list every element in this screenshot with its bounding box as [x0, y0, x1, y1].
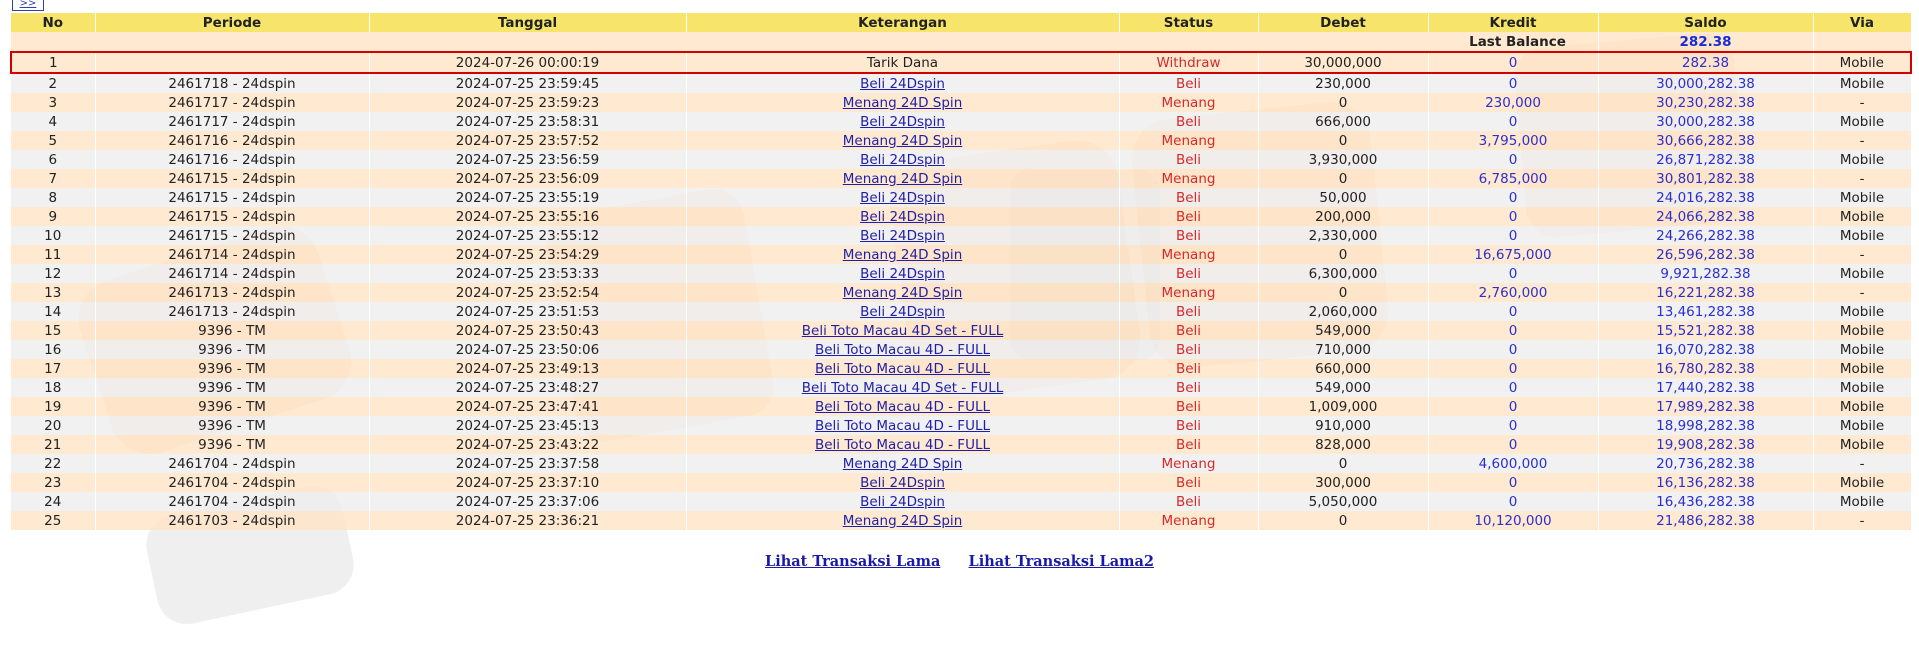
cell-kredit: 0: [1428, 378, 1598, 397]
cell-status: Beli: [1119, 435, 1258, 454]
cell-status: Beli: [1119, 492, 1258, 511]
cell-keterangan: [686, 511, 1119, 530]
cell-saldo: 18,998,282.38: [1598, 416, 1813, 435]
transaction-detail-link[interactable]: Beli 24Dspin: [860, 208, 945, 225]
cell-debet: 230,000: [1258, 73, 1428, 93]
cell-kredit: 230,000: [1428, 93, 1598, 112]
cell-periode: 2461704 - 24dspin: [95, 454, 369, 473]
cell-status: Beli: [1119, 302, 1258, 321]
cell-saldo: 16,136,282.38: [1598, 473, 1813, 492]
last-balance-row: [11, 32, 1911, 52]
cell-tanggal: 2024-07-25 23:55:12: [369, 226, 686, 245]
table-row: [11, 473, 1911, 492]
cell-kredit: 3,795,000: [1428, 131, 1598, 150]
cell-no: 19: [11, 397, 95, 416]
cell-no: 25: [11, 511, 95, 530]
cell-periode: 2461715 - 24dspin: [95, 169, 369, 188]
cell-tanggal: 2024-07-25 23:58:31: [369, 112, 686, 131]
footer-links: [0, 553, 1919, 570]
cell-status: Beli: [1119, 416, 1258, 435]
transaction-detail-link[interactable]: Beli Toto Macau 4D - FULL: [814, 417, 990, 434]
cell-debet: 1,009,000: [1258, 397, 1428, 416]
cell-no: 14: [11, 302, 95, 321]
cell-no: 4: [11, 112, 95, 131]
cell-debet: 200,000: [1258, 207, 1428, 226]
cell-via: Mobile: [1813, 492, 1911, 511]
cell-periode: 9396 - TM: [95, 416, 369, 435]
cell-debet: 0: [1258, 245, 1428, 264]
cell-no: 11: [11, 245, 95, 264]
cell-tanggal: 2024-07-25 23:48:27: [369, 378, 686, 397]
cell-saldo: 30,000,282.38: [1598, 112, 1813, 131]
transaction-detail-link[interactable]: Beli 24Dspin: [860, 75, 945, 92]
cell-tanggal: 2024-07-25 23:37:06: [369, 492, 686, 511]
cell-tanggal: 2024-07-25 23:37:10: [369, 473, 686, 492]
cell-via: Mobile: [1813, 359, 1911, 378]
transaction-detail-link[interactable]: Beli 24Dspin: [860, 303, 945, 320]
cell-status: Beli: [1119, 264, 1258, 283]
cell-kredit: 6,785,000: [1428, 169, 1598, 188]
cell-debet: 0: [1258, 93, 1428, 112]
cell-no: 23: [11, 473, 95, 492]
cell-via: Mobile: [1813, 321, 1911, 340]
cell-tanggal: 2024-07-25 23:55:19: [369, 188, 686, 207]
cell-tanggal: 2024-07-25 23:36:21: [369, 511, 686, 530]
cell-status: Beli: [1119, 397, 1258, 416]
cell-saldo: 17,989,282.38: [1598, 397, 1813, 416]
transaction-detail-link[interactable]: Beli Toto Macau 4D - FULL: [814, 436, 990, 453]
cell-status: Menang: [1119, 93, 1258, 112]
col-header-tanggal: Tanggal: [369, 13, 686, 32]
col-header-periode: Periode: [95, 13, 369, 32]
cell-no: 2: [11, 73, 95, 93]
cell-keterangan: [686, 283, 1119, 302]
cell-kredit: 0: [1428, 264, 1598, 283]
cell-keterangan: [686, 340, 1119, 359]
cell-saldo: 24,266,282.38: [1598, 226, 1813, 245]
cell-via: Mobile: [1813, 435, 1911, 454]
cell-saldo: 16,070,282.38: [1598, 340, 1813, 359]
table-row: [11, 169, 1911, 188]
last-balance-label: Last Balance: [1469, 33, 1566, 50]
cell-no: 10: [11, 226, 95, 245]
cell-status: Menang: [1119, 131, 1258, 150]
cell-no: 1: [11, 52, 95, 73]
cell-keterangan: [686, 492, 1119, 511]
cell-tanggal: 2024-07-25 23:53:33: [369, 264, 686, 283]
cell-keterangan: [686, 321, 1119, 340]
col-header-status: Status: [1119, 13, 1258, 32]
cell-via: Mobile: [1813, 226, 1911, 245]
cell-keterangan: [686, 150, 1119, 169]
cell-tanggal: 2024-07-25 23:57:52: [369, 131, 686, 150]
table-row: [11, 283, 1911, 302]
cell-tanggal: 2024-07-25 23:59:45: [369, 73, 686, 93]
cell-periode: 2461715 - 24dspin: [95, 226, 369, 245]
table-row: [11, 245, 1911, 264]
cell-debet: 0: [1258, 511, 1428, 530]
cell-tanggal: 2024-07-25 23:50:06: [369, 340, 686, 359]
transaction-detail-link[interactable]: Menang 24D Spin: [842, 246, 963, 263]
table-row: [11, 131, 1911, 150]
cell-status: Beli: [1119, 207, 1258, 226]
cell-status: Menang: [1119, 454, 1258, 473]
cell-tanggal: 2024-07-25 23:59:23: [369, 93, 686, 112]
cell-no: 21: [11, 435, 95, 454]
cell-tanggal: 2024-07-25 23:43:22: [369, 435, 686, 454]
cell-keterangan: [686, 93, 1119, 112]
cell-kredit: 4,600,000: [1428, 454, 1598, 473]
cell-saldo: 24,016,282.38: [1598, 188, 1813, 207]
cell-via: -: [1813, 131, 1911, 150]
cell-periode: 2461717 - 24dspin: [95, 112, 369, 131]
cell-periode: 2461704 - 24dspin: [95, 492, 369, 511]
table-row: [11, 454, 1911, 473]
cell-debet: 828,000: [1258, 435, 1428, 454]
cell-kredit: 0: [1428, 359, 1598, 378]
cell-periode: 9396 - TM: [95, 340, 369, 359]
cell-via: Mobile: [1813, 150, 1911, 169]
transaction-detail-link[interactable]: Beli 24Dspin: [860, 493, 945, 510]
cell-debet: 910,000: [1258, 416, 1428, 435]
cell-keterangan: [686, 226, 1119, 245]
transaction-detail-link[interactable]: Beli 24Dspin: [860, 474, 945, 491]
table-row: [11, 492, 1911, 511]
cell-via: Mobile: [1813, 416, 1911, 435]
view-old-transactions2-link[interactable]: Lihat Transaksi Lama2: [968, 553, 1154, 570]
transaction-detail-link[interactable]: Menang 24D Spin: [842, 94, 963, 111]
cell-no: 3: [11, 93, 95, 112]
cell-keterangan: [686, 378, 1119, 397]
transaction-detail-link[interactable]: Beli 24Dspin: [860, 265, 945, 282]
col-header-kredit: Kredit: [1428, 13, 1598, 32]
cell-tanggal: 2024-07-26 00:00:19: [369, 52, 686, 73]
cell-debet: 660,000: [1258, 359, 1428, 378]
table-row: [11, 112, 1911, 131]
transaction-detail-link[interactable]: Menang 24D Spin: [842, 132, 963, 149]
cell-saldo: 17,440,282.38: [1598, 378, 1813, 397]
next-page-link[interactable]: >>: [12, 0, 44, 11]
cell-debet: 2,060,000: [1258, 302, 1428, 321]
transaction-table: [10, 13, 1912, 530]
table-header-row: [11, 13, 1911, 32]
cell-kredit: 0: [1428, 188, 1598, 207]
table-row: [11, 378, 1911, 397]
cell-kredit: 0: [1428, 52, 1598, 73]
cell-debet: 50,000: [1258, 188, 1428, 207]
table-row: [11, 321, 1911, 340]
cell-no: 22: [11, 454, 95, 473]
cell-kredit: 0: [1428, 112, 1598, 131]
cell-no: 8: [11, 188, 95, 207]
cell-status: Menang: [1119, 283, 1258, 302]
table-row: [11, 226, 1911, 245]
cell-saldo: 30,801,282.38: [1598, 169, 1813, 188]
cell-periode: 2461713 - 24dspin: [95, 302, 369, 321]
cell-periode: 2461715 - 24dspin: [95, 207, 369, 226]
cell-kredit: 0: [1428, 207, 1598, 226]
cell-kredit: 2,760,000: [1428, 283, 1598, 302]
cell-via: -: [1813, 245, 1911, 264]
transaction-detail-link[interactable]: Beli 24Dspin: [860, 151, 945, 168]
cell-tanggal: 2024-07-25 23:50:43: [369, 321, 686, 340]
cell-keterangan: [686, 131, 1119, 150]
cell-kredit: 0: [1428, 226, 1598, 245]
cell-no: 16: [11, 340, 95, 359]
cell-tanggal: 2024-07-25 23:37:58: [369, 454, 686, 473]
cell-keterangan: [686, 454, 1119, 473]
cell-keterangan: [686, 435, 1119, 454]
cell-keterangan: [686, 264, 1119, 283]
cell-keterangan: [686, 397, 1119, 416]
cell-saldo: 16,780,282.38: [1598, 359, 1813, 378]
cell-status: Menang: [1119, 169, 1258, 188]
cell-via: Mobile: [1813, 264, 1911, 283]
transaction-detail-link[interactable]: Beli Toto Macau 4D Set - FULL: [801, 322, 1004, 339]
table-row: [11, 302, 1911, 321]
cell-debet: 0: [1258, 169, 1428, 188]
cell-no: 6: [11, 150, 95, 169]
cell-via: -: [1813, 93, 1911, 112]
cell-via: -: [1813, 454, 1911, 473]
cell-debet: 666,000: [1258, 112, 1428, 131]
table-row: [11, 188, 1911, 207]
cell-debet: 710,000: [1258, 340, 1428, 359]
cell-periode: 2461718 - 24dspin: [95, 73, 369, 93]
col-header-via: Via: [1813, 13, 1911, 32]
cell-via: -: [1813, 511, 1911, 530]
cell-status: Beli: [1119, 226, 1258, 245]
cell-via: Mobile: [1813, 397, 1911, 416]
transaction-detail-link[interactable]: Menang 24D Spin: [842, 512, 963, 529]
table-row: [11, 264, 1911, 283]
transaction-detail-link[interactable]: Beli Toto Macau 4D Set - FULL: [801, 379, 1004, 396]
cell-periode: 9396 - TM: [95, 378, 369, 397]
cell-kredit: 0: [1428, 321, 1598, 340]
cell-saldo: 26,871,282.38: [1598, 150, 1813, 169]
cell-keterangan: [686, 169, 1119, 188]
cell-kredit: 10,120,000: [1428, 511, 1598, 530]
cell-saldo: 282.38: [1598, 52, 1813, 73]
cell-keterangan: [686, 245, 1119, 264]
cell-via: Mobile: [1813, 73, 1911, 93]
cell-saldo: 26,596,282.38: [1598, 245, 1813, 264]
cell-debet: 6,300,000: [1258, 264, 1428, 283]
table-row: [11, 73, 1911, 93]
cell-tanggal: 2024-07-25 23:56:09: [369, 169, 686, 188]
cell-kredit: 0: [1428, 492, 1598, 511]
table-row: [11, 359, 1911, 378]
cell-kredit: 0: [1428, 473, 1598, 492]
cell-periode: 2461716 - 24dspin: [95, 150, 369, 169]
cell-periode: 2461714 - 24dspin: [95, 264, 369, 283]
table-row: [11, 416, 1911, 435]
cell-periode: 2461717 - 24dspin: [95, 93, 369, 112]
table-row: [11, 150, 1911, 169]
table-row: [11, 207, 1911, 226]
col-header-debet: Debet: [1258, 13, 1428, 32]
cell-status: Menang: [1119, 245, 1258, 264]
cell-via: Mobile: [1813, 112, 1911, 131]
cell-kredit: 0: [1428, 397, 1598, 416]
cell-keterangan: [686, 112, 1119, 131]
cell-via: Mobile: [1813, 302, 1911, 321]
cell-kredit: 16,675,000: [1428, 245, 1598, 264]
transaction-detail-link[interactable]: Beli 24Dspin: [860, 189, 945, 206]
cell-keterangan: [686, 73, 1119, 93]
cell-status: Menang: [1119, 511, 1258, 530]
cell-via: Mobile: [1813, 52, 1911, 73]
transaction-detail-link[interactable]: Beli 24Dspin: [860, 113, 945, 130]
cell-kredit: 0: [1428, 435, 1598, 454]
cell-via: Mobile: [1813, 188, 1911, 207]
cell-periode: 2461704 - 24dspin: [95, 473, 369, 492]
cell-periode: 2461713 - 24dspin: [95, 283, 369, 302]
cell-saldo: 30,666,282.38: [1598, 131, 1813, 150]
table-row: [11, 511, 1911, 530]
cell-debet: 0: [1258, 283, 1428, 302]
cell-via: Mobile: [1813, 340, 1911, 359]
cell-debet: 300,000: [1258, 473, 1428, 492]
col-header-no: No: [11, 13, 95, 32]
cell-kredit: 0: [1428, 416, 1598, 435]
cell-no: 20: [11, 416, 95, 435]
cell-no: 24: [11, 492, 95, 511]
cell-status: Beli: [1119, 378, 1258, 397]
transaction-detail-link[interactable]: Beli Toto Macau 4D - FULL: [814, 360, 990, 377]
cell-debet: 2,330,000: [1258, 226, 1428, 245]
table-row-highlighted: [11, 52, 1911, 73]
transaction-detail-link[interactable]: Menang 24D Spin: [842, 455, 963, 472]
cell-saldo: 20,736,282.38: [1598, 454, 1813, 473]
cell-status: Withdraw: [1119, 52, 1258, 73]
cell-debet: 0: [1258, 131, 1428, 150]
cell-tanggal: 2024-07-25 23:54:29: [369, 245, 686, 264]
transaction-detail-link[interactable]: Beli Toto Macau 4D - FULL: [814, 341, 990, 358]
cell-no: 15: [11, 321, 95, 340]
cell-saldo: 30,000,282.38: [1598, 73, 1813, 93]
cell-saldo: 15,521,282.38: [1598, 321, 1813, 340]
table-row: [11, 397, 1911, 416]
transaction-detail-link[interactable]: Beli 24Dspin: [860, 227, 945, 244]
cell-status: Beli: [1119, 340, 1258, 359]
cell-debet: 0: [1258, 454, 1428, 473]
cell-no: 13: [11, 283, 95, 302]
cell-periode: 2461703 - 24dspin: [95, 511, 369, 530]
cell-status: Beli: [1119, 359, 1258, 378]
cell-kredit: 0: [1428, 340, 1598, 359]
cell-periode: 9396 - TM: [95, 435, 369, 454]
cell-status: Beli: [1119, 321, 1258, 340]
cell-debet: 5,050,000: [1258, 492, 1428, 511]
cell-saldo: 13,461,282.38: [1598, 302, 1813, 321]
transaction-detail-link[interactable]: Menang 24D Spin: [842, 284, 963, 301]
cell-status: Beli: [1119, 188, 1258, 207]
col-header-keterangan: Keterangan: [686, 13, 1119, 32]
cell-periode: 9396 - TM: [95, 359, 369, 378]
cell-saldo: 21,486,282.38: [1598, 511, 1813, 530]
cell-status: Beli: [1119, 112, 1258, 131]
cell-keterangan: Tarik Dana: [686, 52, 1119, 73]
cell-keterangan: [686, 188, 1119, 207]
cell-saldo: 19,908,282.38: [1598, 435, 1813, 454]
view-old-transactions-link[interactable]: Lihat Transaksi Lama: [765, 553, 941, 570]
cell-via: Mobile: [1813, 473, 1911, 492]
cell-saldo: 24,066,282.38: [1598, 207, 1813, 226]
cell-saldo: 16,436,282.38: [1598, 492, 1813, 511]
table-row: [11, 93, 1911, 112]
cell-kredit: 0: [1428, 73, 1598, 93]
cell-no: 12: [11, 264, 95, 283]
cell-periode: 9396 - TM: [95, 321, 369, 340]
cell-debet: 3,930,000: [1258, 150, 1428, 169]
cell-periode: [95, 52, 369, 73]
cell-tanggal: 2024-07-25 23:52:54: [369, 283, 686, 302]
cell-tanggal: 2024-07-25 23:49:13: [369, 359, 686, 378]
cell-periode: 2461715 - 24dspin: [95, 188, 369, 207]
cell-tanggal: 2024-07-25 23:56:59: [369, 150, 686, 169]
cell-status: Beli: [1119, 150, 1258, 169]
cell-periode: 9396 - TM: [95, 397, 369, 416]
cell-via: -: [1813, 283, 1911, 302]
transaction-detail-link[interactable]: Beli Toto Macau 4D - FULL: [814, 398, 990, 415]
table-row: [11, 340, 1911, 359]
cell-keterangan: [686, 473, 1119, 492]
cell-kredit: 0: [1428, 302, 1598, 321]
cell-keterangan: [686, 302, 1119, 321]
transaction-detail-link[interactable]: Menang 24D Spin: [842, 170, 963, 187]
cell-via: Mobile: [1813, 378, 1911, 397]
cell-no: 9: [11, 207, 95, 226]
cell-kredit: 0: [1428, 150, 1598, 169]
cell-no: 7: [11, 169, 95, 188]
cell-via: Mobile: [1813, 207, 1911, 226]
cell-tanggal: 2024-07-25 23:47:41: [369, 397, 686, 416]
last-balance-value: 282.38: [1598, 32, 1813, 52]
cell-tanggal: 2024-07-25 23:51:53: [369, 302, 686, 321]
cell-debet: 30,000,000: [1258, 52, 1428, 73]
cell-saldo: 30,230,282.38: [1598, 93, 1813, 112]
cell-tanggal: 2024-07-25 23:45:13: [369, 416, 686, 435]
cell-via: -: [1813, 169, 1911, 188]
col-header-saldo: Saldo: [1598, 13, 1813, 32]
cell-keterangan: [686, 359, 1119, 378]
cell-saldo: 9,921,282.38: [1598, 264, 1813, 283]
cell-tanggal: 2024-07-25 23:55:16: [369, 207, 686, 226]
cell-periode: 2461714 - 24dspin: [95, 245, 369, 264]
cell-status: Beli: [1119, 73, 1258, 93]
cell-no: 17: [11, 359, 95, 378]
cell-keterangan: [686, 207, 1119, 226]
cell-debet: 549,000: [1258, 321, 1428, 340]
cell-status: Beli: [1119, 473, 1258, 492]
cell-debet: 549,000: [1258, 378, 1428, 397]
cell-no: 5: [11, 131, 95, 150]
cell-keterangan: [686, 416, 1119, 435]
cell-periode: 2461716 - 24dspin: [95, 131, 369, 150]
table-row: [11, 435, 1911, 454]
cell-saldo: 16,221,282.38: [1598, 283, 1813, 302]
cell-no: 18: [11, 378, 95, 397]
